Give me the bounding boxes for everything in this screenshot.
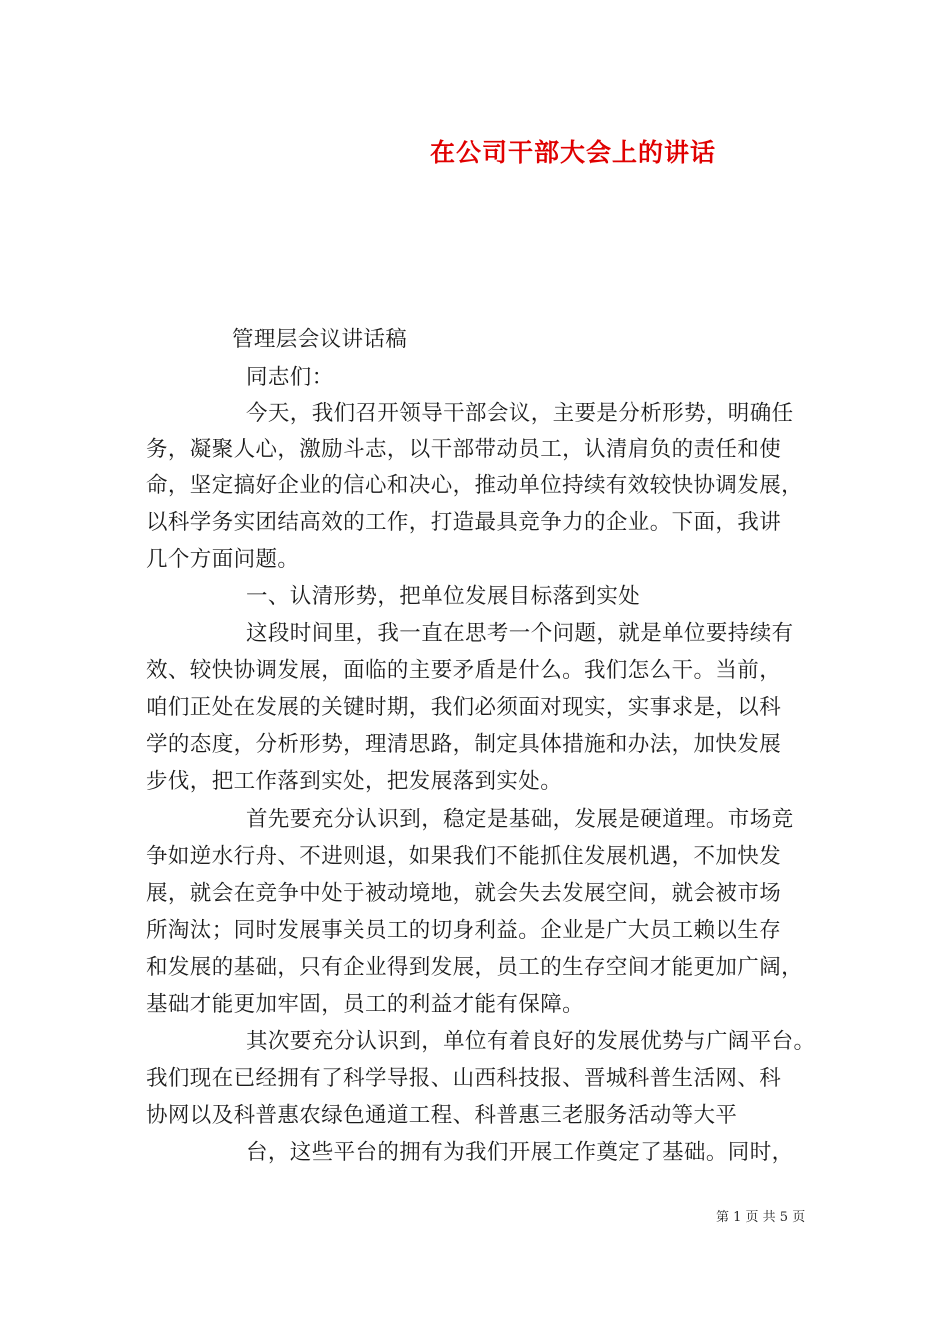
document-title: 在公司干部大会上的讲话 (430, 138, 717, 167)
salutation: 同志们： (246, 365, 334, 390)
body-line: 以科学务实团结高效的工作，打造最具竞争力的企业。下面，我讲 (146, 510, 782, 535)
body-line: 和发展的基础，只有企业得到发展，员工的生存空间才能更加广阔， (146, 955, 804, 980)
body-line: 协网以及科普惠农绿色通道工程、科普惠三老服务活动等大平 (146, 1103, 738, 1128)
body-line: 这段时间里，我一直在思考一个问题，就是单位要持续有 (246, 621, 794, 646)
page-number: 第 1 页 共 5 页 (716, 1210, 806, 1225)
body-line: 命，坚定搞好企业的信心和决心，推动单位持续有效较快协调发展， (146, 473, 804, 498)
body-line: 咱们正处在发展的关键时期，我们必须面对现实，实事求是，以科 (146, 695, 782, 720)
body-line: 效、较快协调发展，面临的主要矛盾是什么。我们怎么干。当前， (146, 658, 782, 683)
body-line: 台，这些平台的拥有为我们开展工作奠定了基础。同时， (246, 1140, 794, 1165)
body-line: 我们现在已经拥有了科学导报、山西科技报、晋城科普生活网、科 (146, 1066, 782, 1091)
body-line: 首先要充分认识到，稳定是基础，发展是硬道理。市场竞 (246, 807, 794, 832)
body-line: 学的态度，分析形势，理清思路，制定具体措施和办法，加快发展 (146, 732, 782, 757)
body-line: 争如逆水行舟、不进则退，如果我们不能抓住发展机遇，不加快发 (146, 844, 782, 869)
section-heading: 一、认清形势，把单位发展目标落到实处 (246, 584, 641, 609)
body-line: 展，就会在竞争中处于被动境地，就会失去发展空间，就会被市场 (146, 881, 782, 906)
body-line: 所淘汰；同时发展事关员工的切身利益。企业是广大员工赖以生存 (146, 918, 782, 943)
document-subtitle: 管理层会议讲话稿 (232, 327, 408, 352)
body-line: 基础才能更加牢固，员工的利益才能有保障。 (146, 992, 585, 1017)
body-line: 其次要充分认识到，单位有着良好的发展优势与广阔平台。 (246, 1029, 816, 1054)
body-line: 步伐，把工作落到实处，把发展落到实处。 (146, 769, 563, 794)
body-line: 今天，我们召开领导干部会议，主要是分析形势，明确任 (246, 401, 794, 426)
body-line: 几个方面问题。 (146, 547, 300, 572)
body-line: 务，凝聚人心，激励斗志，以干部带动员工，认清肩负的责任和使 (146, 437, 782, 462)
